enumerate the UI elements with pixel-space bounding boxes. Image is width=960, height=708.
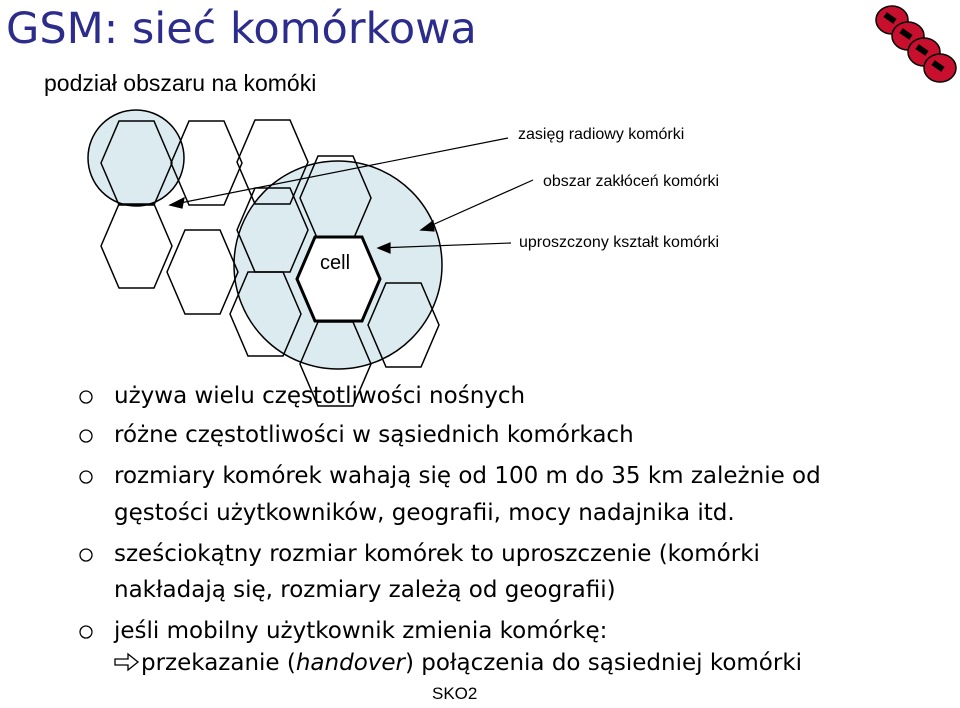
slide-subtitle: podział obszaru na komóki — [44, 70, 317, 96]
interference-label: obszar zakłóceń komórki — [543, 173, 720, 190]
hollow-circle-icon — [78, 428, 94, 444]
pointer-line-interference — [421, 180, 533, 230]
cell-hexagon — [297, 237, 380, 321]
sub-bullet-text-after: ) połączenia do sąsiedniej komórki — [405, 650, 803, 676]
bullet-text: używa wielu częstotliwości nośnych — [114, 383, 526, 409]
hexagon — [101, 204, 172, 288]
cell-label: cell — [320, 252, 351, 274]
hollow-arrow-icon — [113, 652, 141, 672]
bullet-text: sześciokątny rozmiar komórek to uproszczenie (komórki — [114, 541, 760, 567]
bullet-text: różne częstotliwości w sąsiednich komórkach — [114, 422, 634, 448]
hollow-circle-icon — [78, 624, 94, 640]
slide-title: GSM: sieć komórkowa — [6, 4, 477, 54]
hollow-circle-icon — [78, 389, 94, 405]
bullet-text: nakładają się, rozmiary zależą od geografii) — [114, 577, 616, 603]
sub-bullet-item — [113, 650, 802, 676]
hollow-circle-icon — [78, 547, 94, 563]
bullet-text: jeśli mobilny użytkownik zmienia komórkę: — [114, 618, 608, 644]
hexagon — [167, 230, 238, 314]
bullet-text: rozmiary komórek wahają się od 100 m do 35 km zależnie od — [114, 463, 821, 489]
radio-range-label: zasięg radiowy komórki — [518, 126, 685, 143]
sub-bullet-text-before: przekazanie ( — [141, 650, 296, 676]
simplified-shape-label: uproszczony kształt komórki — [519, 234, 720, 251]
footer-label: SKO2 — [432, 684, 478, 703]
bullet-text: gęstości użytkowników, geografii, mocy nadajnika itd. — [114, 500, 735, 526]
hollow-circle-icon — [78, 469, 94, 485]
sub-bullet-text-italic: handover — [295, 650, 405, 676]
